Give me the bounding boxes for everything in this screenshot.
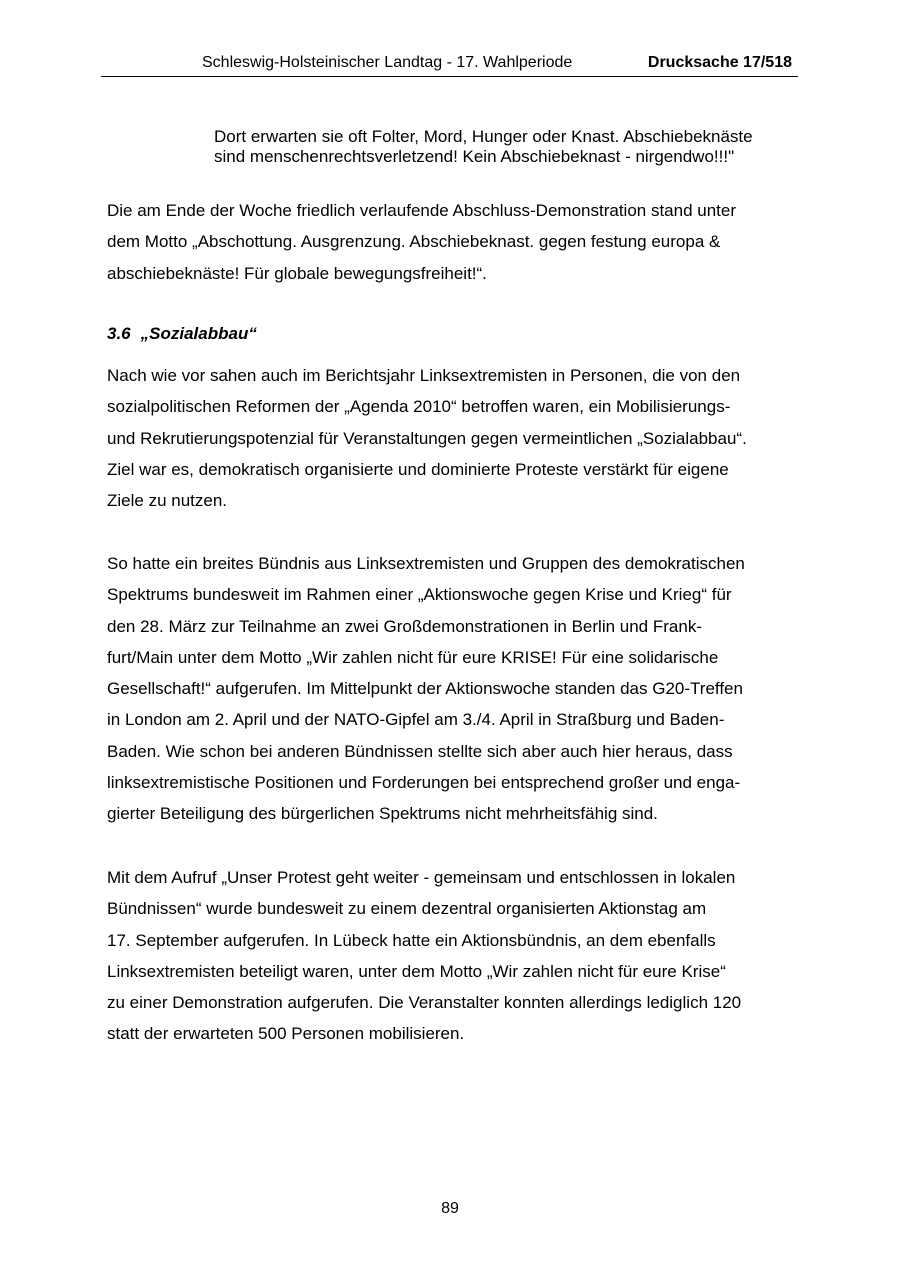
text-line: den 28. März zur Teilnahme an zwei Großdemonstrationen in Berlin und Frank-: [107, 616, 702, 636]
text-line: Mit dem Aufruf „Unser Protest geht weiter - gemeinsam und entschlossen in lokalen: [107, 868, 736, 887]
section-heading: [107, 324, 257, 344]
text-line: furt/Main unter dem Motto „Wir zahlen nicht für eure KRISE! Für eine solidarische: [107, 647, 719, 667]
text-line: Gesellschaft!“ aufgerufen. Im Mittelpunkt der Aktionswoche standen das G20-Treffen: [107, 679, 743, 699]
text-line: Spektrums bundesweit im Rahmen einer „Aktionswoche gegen Krise und Krieg“ für: [107, 585, 732, 605]
text-line: Linksextremisten beteiligt waren, unter dem Motto „Wir zahlen nicht für eure Krise“: [107, 961, 726, 981]
paragraph-aktionstag: [107, 862, 807, 1050]
section-number: 3.6: [107, 324, 131, 343]
text-line: Baden. Wie schon bei anderen Bündnissen stellte sich aber auch hier heraus, dass: [107, 741, 733, 761]
page-number: 89: [441, 1200, 459, 1217]
section-title: „Sozialabbau“: [140, 324, 257, 343]
text-line: und Rekrutierungspotenzial für Veranstaltungen gegen vermeintlichen „Sozialabbau“.: [107, 428, 747, 448]
text-line: Ziel war es, demokratisch organisierte und dominierte Proteste verstärkt für eigene: [107, 459, 729, 479]
text-line: abschiebeknäste! Für globale bewegungsfreiheit!“.: [107, 263, 487, 283]
page-header: [101, 52, 798, 77]
drucksache-number: Drucksache 17/518: [647, 54, 792, 71]
paragraph-sozialabbau-intro: [107, 360, 807, 516]
text-line: 17. September aufgerufen. In Lübeck hatte ein Aktionsbündnis, an dem ebenfalls: [107, 930, 716, 950]
indented-quote: [214, 127, 804, 167]
text-line: Die am Ende der Woche friedlich verlaufende Abschluss-Demonstration stand unter: [107, 201, 737, 220]
text-line: Ziele zu nutzen.: [107, 491, 228, 511]
header-title: Schleswig-Holsteinischer Landtag - 17. Wahlperiode: [202, 54, 573, 71]
text-line: Bündnissen“ wurde bundesweit zu einem dezentral organisierten Aktionstag am: [107, 899, 707, 919]
text-line: linksextremistische Positionen und Forderungen bei entsprechend großer und enga-: [107, 773, 741, 793]
paragraph-demonstration: [107, 195, 807, 289]
text-line: So hatte ein breites Bündnis aus Linksextremisten und Gruppen des demokratischen: [107, 554, 745, 573]
text-line: statt der erwarteten 500 Personen mobilisieren.: [107, 1024, 465, 1044]
text-line: in London am 2. April und der NATO-Gipfel am 3./4. April in Straßburg und Baden-: [107, 710, 725, 730]
text-line: Nach wie vor sahen auch im Berichtsjahr Linksextremisten in Personen, die von den: [107, 366, 741, 385]
text-line: dem Motto „Abschottung. Ausgrenzung. Abschiebeknast. gegen festung europa &: [107, 232, 721, 252]
quote-line: sind menschenrechtsverletzend! Kein Abschiebeknast - nirgendwo!!!": [214, 147, 735, 166]
text-line: gierter Beteiligung des bürgerlichen Spektrums nicht mehrheitsfähig sind.: [107, 804, 658, 824]
text-line: sozialpolitischen Reformen der „Agenda 2010“ betroffen waren, ein Mobilisierungs-: [107, 397, 731, 417]
text-line: zu einer Demonstration aufgerufen. Die Veranstalter konnten allerdings lediglich 120: [107, 993, 742, 1013]
quote-line: Dort erwarten sie oft Folter, Mord, Hunger oder Knast. Abschiebeknäste: [214, 127, 753, 146]
paragraph-aktionswoche: [107, 548, 807, 830]
